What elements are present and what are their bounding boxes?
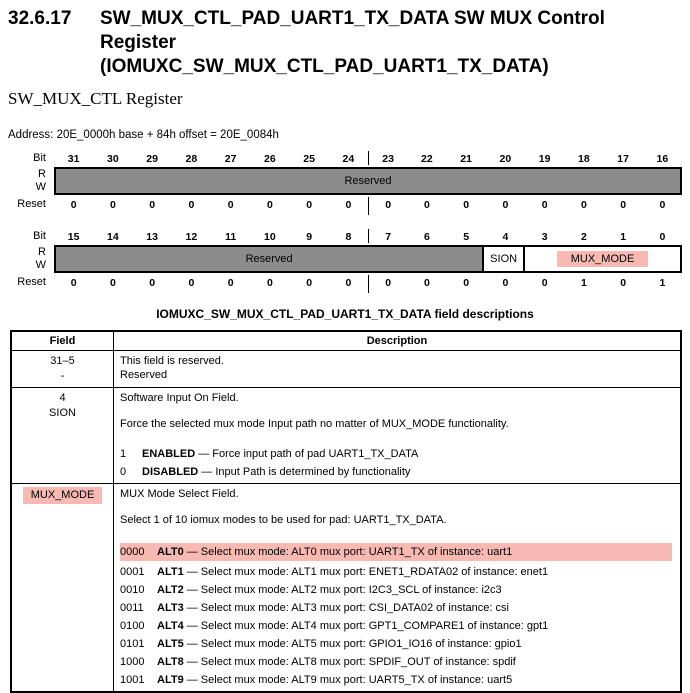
bit-number-22: 22: [421, 153, 433, 165]
value-line: [120, 447, 672, 461]
bit-number-13: 13: [146, 231, 158, 243]
reset-value: 0: [423, 277, 430, 289]
field-name: 4: [59, 392, 66, 404]
bit-number-9: 9: [306, 231, 313, 243]
value-keyword: ALT8: [157, 656, 187, 668]
reset-value: 0: [306, 199, 313, 211]
r-label: R: [38, 168, 46, 180]
value-keyword: DISABLED: [142, 466, 202, 478]
reset-value: 1: [580, 277, 587, 289]
title-line-2: Register: [100, 32, 177, 53]
value-line: [120, 655, 672, 669]
bit-number-23: 23: [368, 151, 407, 165]
bit-number-2: 2: [580, 231, 587, 243]
bit-number-14: 14: [107, 231, 119, 243]
value-line: [120, 673, 672, 687]
reset-value: 0: [580, 199, 587, 211]
reset-value: 0: [227, 277, 234, 289]
description-line: Force the selected mux mode Input path no matter of MUX_MODE functionality.: [120, 418, 509, 430]
reset-value: 0: [368, 197, 407, 215]
reset-value: 0: [149, 199, 156, 211]
reset-value: 0: [502, 277, 509, 289]
description-line: Software Input On Field.: [120, 392, 239, 404]
description-line: This field is reserved.: [120, 355, 224, 367]
description-line: MUX Mode Select Field.: [120, 488, 239, 500]
bit-number-18: 18: [578, 153, 590, 165]
table-header-row: [12, 332, 680, 350]
bit-number-15: 15: [67, 231, 80, 243]
value-code: 0010: [120, 584, 145, 596]
register-field-mux_mode: [523, 247, 680, 271]
bit-number-7: 7: [368, 229, 407, 243]
field-name: 31–5: [50, 355, 75, 367]
bit-number-27: 27: [224, 153, 237, 165]
value-keyword: ALT1: [157, 566, 187, 578]
bit-number-17: 17: [617, 153, 629, 165]
field-descriptions-title: IOMUXC_SW_MUX_CTL_PAD_UART1_TX_DATA field descriptions: [156, 307, 534, 321]
blank-line: [120, 431, 672, 443]
bit-number-10: 10: [264, 231, 276, 243]
bit-number-28: 28: [185, 153, 198, 165]
reset-value: 0: [345, 277, 352, 289]
rw-label: [0, 167, 54, 195]
value-code: 0011: [120, 602, 144, 614]
blank-line: [120, 527, 672, 539]
value-code: 0101: [120, 638, 145, 650]
reset-value: 0: [368, 275, 407, 293]
bit-number-20: 20: [499, 153, 512, 165]
reset-value: 0: [659, 199, 666, 211]
reset-value: 0: [70, 277, 77, 289]
bit-number-26: 26: [264, 153, 276, 165]
value-keyword: ALT5: [157, 638, 187, 650]
w-label: W: [35, 259, 46, 271]
value-line: [120, 637, 672, 651]
reset-value: 0: [188, 277, 195, 289]
value-description: — Select mux mode: ALT8 mux port: SPDIF_OUT of instance: spdif: [186, 656, 516, 668]
field-name-highlight: MUX_MODE: [23, 487, 103, 504]
register-diagram-low: [0, 229, 682, 293]
value-keyword: ALT9: [157, 674, 187, 686]
field-descriptions-table: [10, 330, 682, 693]
value-code: 0001: [120, 566, 145, 578]
value-code: 1001: [120, 674, 145, 686]
bit-number-6: 6: [423, 231, 430, 243]
bit-number-24: 24: [342, 153, 355, 165]
bit-number-8: 8: [345, 231, 352, 243]
value-line: [120, 619, 672, 633]
value-code: 0100: [120, 620, 145, 632]
register-fields: [54, 167, 682, 195]
value-keyword: ALT3: [157, 602, 187, 614]
table-row: [12, 350, 680, 387]
field-name: [14, 487, 111, 504]
register-field-reserved: [56, 247, 482, 271]
value-code: 1: [120, 448, 127, 460]
w-label: W: [35, 181, 46, 193]
bit-number-29: 29: [146, 153, 158, 165]
table-row: [12, 483, 680, 691]
reset-value: 0: [502, 199, 509, 211]
field-label: MUX_MODE: [557, 251, 649, 267]
reset-value: 0: [541, 199, 548, 211]
value-code: 1000: [120, 656, 145, 668]
value-keyword: ALT2: [157, 584, 187, 596]
bit-number-0: 0: [659, 231, 666, 243]
bit-number-12: 12: [185, 231, 198, 243]
register-subtitle: SW_MUX_CTL Register: [8, 89, 183, 108]
reset-value: 0: [306, 277, 313, 289]
bit-number-31: 31: [67, 153, 80, 165]
reset-value: 0: [188, 199, 195, 211]
reset-row-label: Reset: [17, 198, 46, 210]
description-cell: [114, 351, 680, 387]
title-line-1: SW_MUX_CTL_PAD_UART1_TX_DATA SW MUX Control: [100, 8, 605, 29]
value-line: [120, 601, 672, 615]
reset-value: 0: [620, 199, 627, 211]
reset-value: 0: [266, 277, 273, 289]
value-line: [120, 465, 672, 479]
value-description: — Select mux mode: ALT2 mux port: I2C3_SCL of instance: i2c3: [186, 584, 502, 596]
field-name: SION: [49, 407, 76, 419]
description-line: Reserved: [120, 369, 168, 381]
reset-value: 0: [345, 199, 352, 211]
value-description: — Select mux mode: ALT4 mux port: GPT1_COMPARE1 of instance: gpt1: [186, 620, 549, 632]
register-fields: [54, 245, 682, 273]
field-label: SION: [490, 253, 518, 265]
value-code: 0: [120, 466, 127, 478]
reset-value: 0: [463, 277, 470, 289]
value-code: 0000: [120, 546, 145, 558]
value-description: — Select mux mode: ALT5 mux port: GPIO1_IO16 of instance: gpio1: [186, 638, 522, 650]
field-name: -: [60, 370, 65, 382]
value-description: — Select mux mode: ALT1 mux port: ENET1_RDATA02 of instance: enet1: [186, 566, 549, 578]
section-heading: [0, 0, 690, 79]
description-cell: [114, 484, 680, 691]
bit-row-label: Bit: [33, 152, 46, 164]
bit-number-25: 25: [303, 153, 315, 165]
rw-label: [0, 245, 54, 273]
reset-value: 0: [541, 277, 548, 289]
value-description: — Input Path is determined by functionality: [201, 466, 411, 478]
value-keyword: ALT0: [157, 546, 187, 558]
value-description: — Select mux mode: ALT0 mux port: UART1_TX of instance: uart1: [186, 546, 513, 558]
field-cell: [12, 351, 114, 387]
page-title: [100, 7, 605, 79]
reset-value: 0: [149, 277, 156, 289]
section-number: 32.6.17: [8, 8, 72, 29]
register-field-reserved: [56, 169, 680, 193]
value-line: [120, 543, 672, 561]
bit-number-1: 1: [620, 231, 627, 243]
r-label: R: [38, 246, 46, 258]
bit-number-19: 19: [538, 153, 551, 165]
reset-value: 1: [659, 277, 666, 289]
title-line-3: (IOMUXC_SW_MUX_CTL_PAD_UART1_TX_DATA): [100, 56, 549, 77]
table-row: [12, 387, 680, 483]
field-label: Reserved: [344, 175, 392, 187]
reset-value: 0: [620, 277, 627, 289]
register-diagram-high: [0, 151, 682, 215]
blank-line: [120, 405, 672, 417]
bit-number-5: 5: [463, 231, 470, 243]
reset-value: 0: [109, 199, 116, 211]
reset-value: 0: [70, 199, 77, 211]
reset-value: 0: [109, 277, 116, 289]
reset-value: 0: [227, 199, 234, 211]
column-header-field: Field: [12, 332, 114, 350]
blank-line: [120, 501, 672, 513]
field-cell: [12, 484, 114, 691]
value-line: [120, 565, 672, 579]
reset-value: 0: [266, 199, 273, 211]
reset-value: 0: [463, 199, 470, 211]
value-line: [120, 583, 672, 597]
bit-number-4: 4: [502, 231, 509, 243]
address-line: Address: 20E_0000h base + 84h offset = 20E_0084h: [8, 129, 279, 141]
description-line: Select 1 of 10 iomux modes to be used for pad: UART1_TX_DATA.: [120, 514, 447, 526]
bit-number-11: 11: [225, 231, 237, 243]
value-keyword: ENABLED: [142, 448, 199, 460]
value-description: — Force input path of pad UART1_TX_DATA: [198, 448, 419, 460]
bit-number-21: 21: [460, 153, 472, 165]
value-description: — Select mux mode: ALT3 mux port: CSI_DATA02 of instance: csi: [186, 602, 509, 614]
field-label: Reserved: [245, 253, 293, 265]
value-description: — Select mux mode: ALT9 mux port: UART5_TX of instance: uart5: [186, 674, 513, 686]
value-keyword: ALT4: [157, 620, 187, 632]
bit-number-3: 3: [541, 231, 548, 243]
description-cell: [114, 388, 680, 483]
reset-row-label: Reset: [17, 276, 46, 288]
reset-value: 0: [423, 199, 430, 211]
bit-number-30: 30: [107, 153, 119, 165]
bit-row-label: Bit: [33, 230, 46, 242]
register-field-sion: [482, 247, 523, 271]
column-header-description: Description: [366, 335, 428, 347]
bit-number-16: 16: [656, 153, 669, 165]
field-cell: [12, 388, 114, 483]
